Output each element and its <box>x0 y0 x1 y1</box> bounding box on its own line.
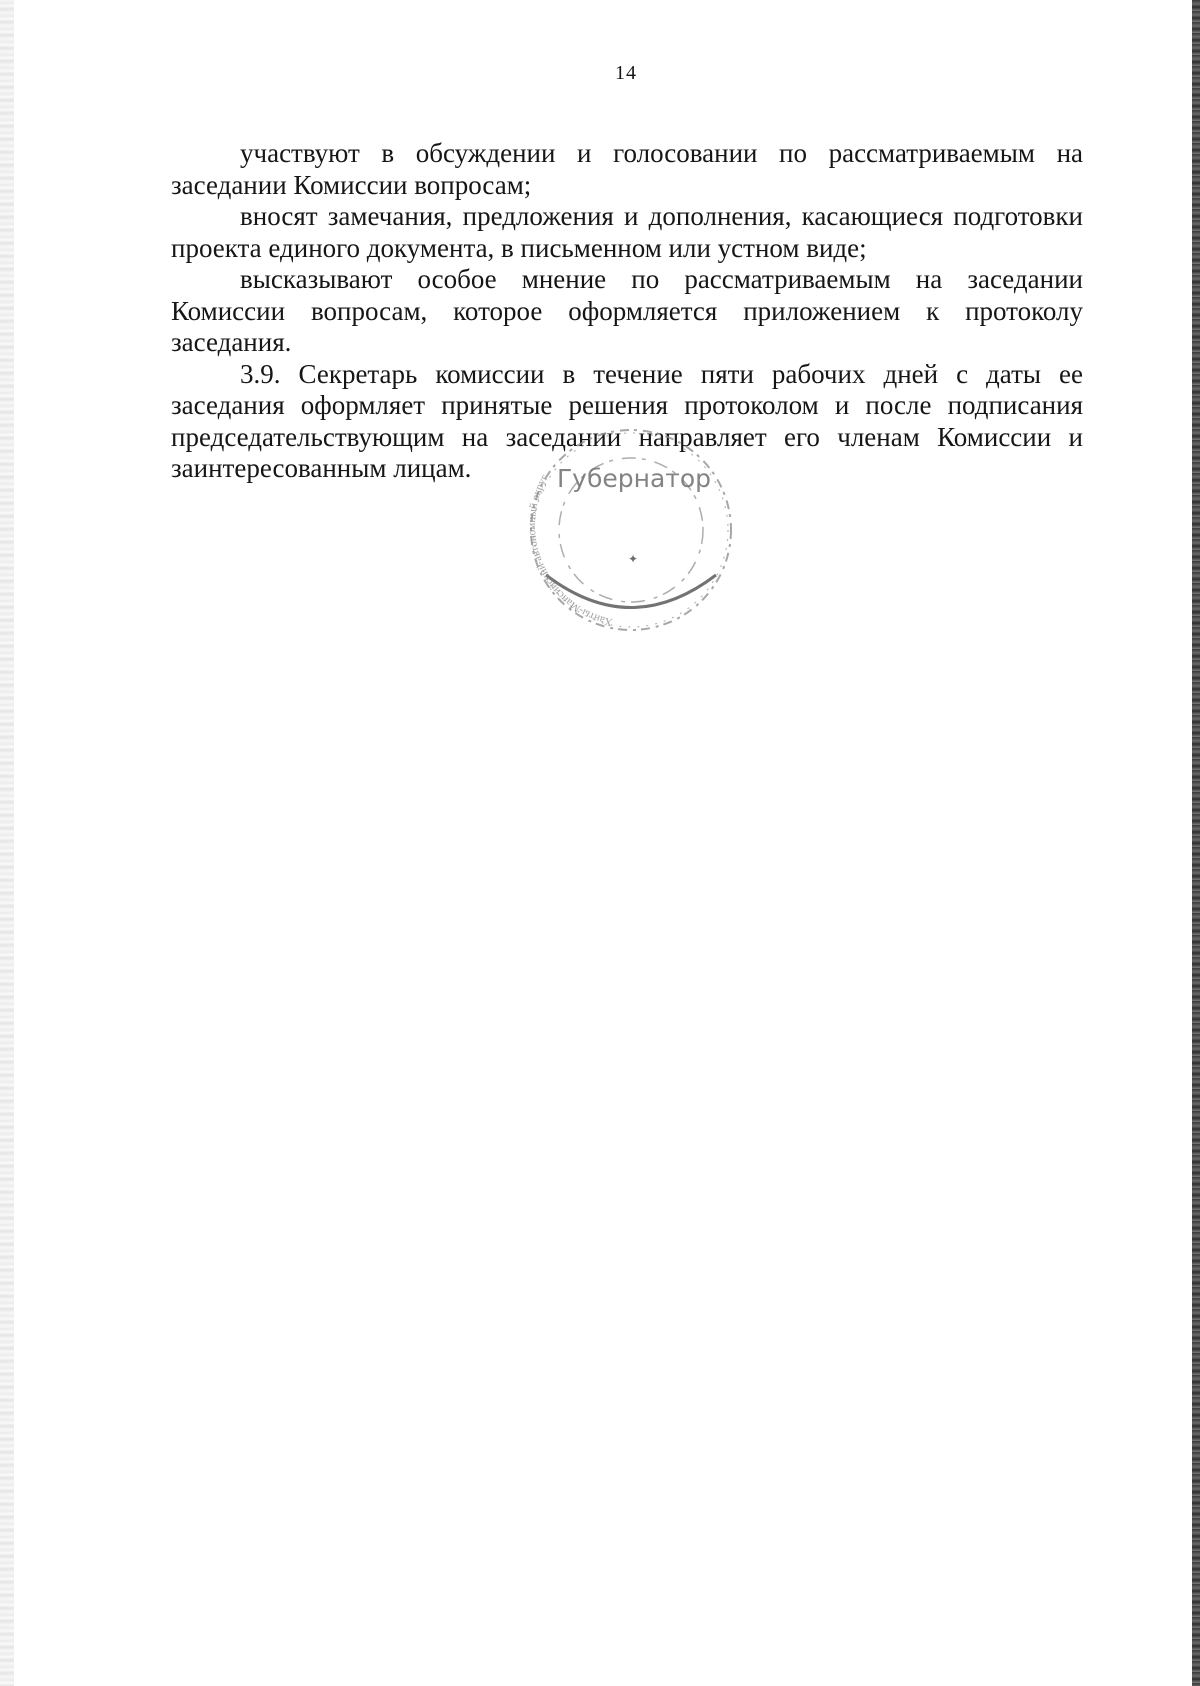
paragraph-participation: участвуют в обсуждении и голосовании по рассматриваемым на заседании Комиссии вопросам; <box>171 138 1083 200</box>
scan-edge-right <box>1192 0 1200 1686</box>
paragraph-remarks: вносят замечания, предложения и дополнения, касающиеся подготовки проекта единого документа, в письменном или устном виде; <box>171 201 1083 263</box>
paragraph-secretary-duties: 3.9. Секретарь комиссии в течение пяти рабочих дней с даты ее заседания оформляет принятые решения протоколом и после подписания председательствующим на заседании направляет его членам Комиссии и заинтересованным лицам. <box>171 358 1083 483</box>
seal-ring-text: Ханты-Мансийский автономный округ <box>525 472 614 629</box>
page-number: 14 <box>615 62 637 84</box>
paragraph-dissenting-opinion: высказывают особое мнение по рассматриваемым на заседании Комиссии вопросам, которое оформляется приложением к протоколу заседания. <box>171 264 1083 357</box>
official-seal-stamp <box>516 425 746 635</box>
scan-edge-left <box>0 0 14 1686</box>
seal-center-text: Губернатор <box>556 464 712 493</box>
seal-star-icon: ✦ <box>627 552 639 566</box>
